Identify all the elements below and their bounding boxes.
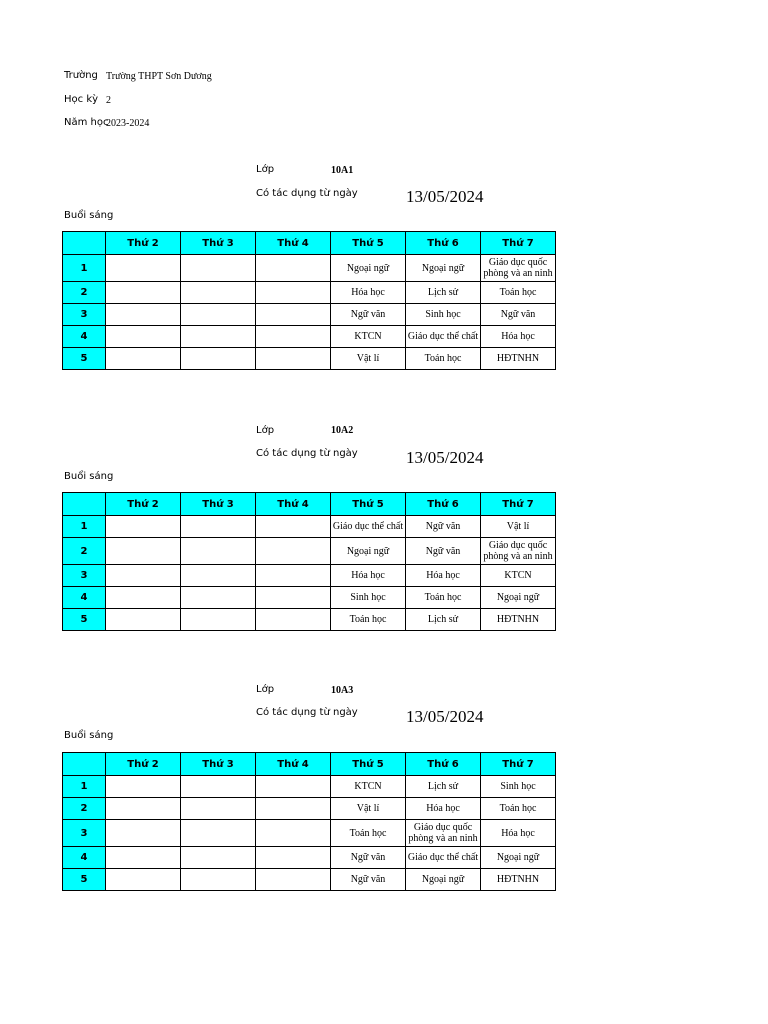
subject-cell: Sinh học	[406, 304, 481, 326]
subject-cell: Ngữ văn	[481, 304, 556, 326]
class-label: Lớp	[256, 684, 275, 695]
day-header: Thứ 7	[481, 232, 556, 255]
subject-cell: Hóa học	[331, 282, 406, 304]
subject-cell	[106, 348, 181, 370]
subject-cell	[256, 565, 331, 587]
header-row	[63, 753, 556, 776]
subject-cell: Ngữ văn	[406, 538, 481, 565]
subject-cell	[181, 847, 256, 869]
subject-cell: Toán học	[406, 348, 481, 370]
subject-cell: KTCN	[331, 776, 406, 798]
school-value: Trường THPT Sơn Dương	[106, 71, 212, 82]
subject-cell	[181, 348, 256, 370]
period-number: 2	[63, 282, 106, 304]
subject-cell	[181, 565, 256, 587]
subject-cell: Ngoại ngữ	[331, 255, 406, 282]
subject-cell: Giáo dục thể chất	[406, 326, 481, 348]
day-header: Thứ 6	[406, 493, 481, 516]
semester-label: Học kỳ	[64, 94, 99, 105]
subject-cell: Ngoại ngữ	[406, 255, 481, 282]
corner-cell	[63, 753, 106, 776]
day-header: Thứ 6	[406, 753, 481, 776]
subject-cell: Ngữ văn	[406, 516, 481, 538]
effective-date: 13/05/2024	[406, 707, 484, 726]
header-row	[63, 232, 556, 255]
period-number: 4	[63, 587, 106, 609]
subject-cell: Vật lí	[331, 348, 406, 370]
subject-cell	[256, 847, 331, 869]
table-row	[63, 847, 556, 869]
subject-cell	[181, 282, 256, 304]
period-number: 3	[63, 304, 106, 326]
session-label: Buổi sáng	[64, 210, 114, 221]
subject-cell: Giáo dục quốc phòng và an ninh	[481, 538, 556, 565]
day-header: Thứ 2	[106, 232, 181, 255]
period-number: 3	[63, 565, 106, 587]
day-header: Thứ 3	[181, 232, 256, 255]
timetable	[62, 492, 556, 631]
subject-cell	[106, 798, 181, 820]
table-row	[63, 304, 556, 326]
subject-cell	[106, 326, 181, 348]
class-name: 10A2	[331, 425, 354, 436]
subject-cell: Lịch sử	[406, 282, 481, 304]
period-number: 5	[63, 869, 106, 891]
table-row	[63, 282, 556, 304]
subject-cell: HĐTNHN	[481, 869, 556, 891]
subject-cell: Ngoại ngữ	[331, 538, 406, 565]
table-row	[63, 776, 556, 798]
day-header: Thứ 5	[331, 753, 406, 776]
subject-cell: Ngữ văn	[331, 304, 406, 326]
effective-date: 13/05/2024	[406, 187, 484, 206]
subject-cell	[256, 609, 331, 631]
subject-cell	[256, 798, 331, 820]
subject-cell	[106, 255, 181, 282]
subject-cell	[106, 820, 181, 847]
period-number: 4	[63, 326, 106, 348]
day-header: Thứ 4	[256, 232, 331, 255]
day-header: Thứ 7	[481, 493, 556, 516]
subject-cell: Hóa học	[406, 565, 481, 587]
subject-cell: Lịch sử	[406, 776, 481, 798]
year-label: Năm học	[64, 117, 109, 128]
table-row	[63, 820, 556, 847]
subject-cell	[181, 776, 256, 798]
day-header: Thứ 2	[106, 493, 181, 516]
class-label: Lớp	[256, 164, 275, 175]
table-row	[63, 869, 556, 891]
effective-label: Có tác dụng từ ngày	[256, 188, 358, 199]
period-number: 3	[63, 820, 106, 847]
subject-cell	[181, 304, 256, 326]
subject-cell	[256, 282, 331, 304]
subject-cell: Ngữ văn	[331, 869, 406, 891]
period-number: 1	[63, 776, 106, 798]
subject-cell: Lịch sử	[406, 609, 481, 631]
subject-cell	[181, 798, 256, 820]
day-header: Thứ 7	[481, 753, 556, 776]
year-value: 2023-2024	[106, 118, 150, 129]
day-header: Thứ 4	[256, 753, 331, 776]
subject-cell: HĐTNHN	[481, 609, 556, 631]
subject-cell	[181, 609, 256, 631]
corner-cell	[63, 232, 106, 255]
subject-cell	[181, 326, 256, 348]
header-row	[63, 493, 556, 516]
table-row	[63, 516, 556, 538]
subject-cell: Ngoại ngữ	[481, 847, 556, 869]
subject-cell: HĐTNHN	[481, 348, 556, 370]
day-header: Thứ 6	[406, 232, 481, 255]
subject-cell: Toán học	[481, 282, 556, 304]
table-row	[63, 798, 556, 820]
subject-cell: Vật lí	[331, 798, 406, 820]
period-number: 2	[63, 538, 106, 565]
subject-cell	[106, 304, 181, 326]
subject-cell	[181, 869, 256, 891]
table-row	[63, 326, 556, 348]
session-label: Buổi sáng	[64, 730, 114, 741]
subject-cell	[256, 820, 331, 847]
period-number: 2	[63, 798, 106, 820]
session-label: Buổi sáng	[64, 471, 114, 482]
subject-cell	[256, 348, 331, 370]
period-number: 1	[63, 255, 106, 282]
subject-cell	[181, 538, 256, 565]
subject-cell: Hóa học	[481, 820, 556, 847]
subject-cell	[106, 565, 181, 587]
subject-cell	[106, 869, 181, 891]
school-label: Trường	[64, 70, 98, 81]
subject-cell	[106, 282, 181, 304]
subject-cell: Hóa học	[481, 326, 556, 348]
table-row	[63, 587, 556, 609]
class-name: 10A1	[331, 165, 354, 176]
period-number: 5	[63, 609, 106, 631]
subject-cell: Hóa học	[331, 565, 406, 587]
class-label: Lớp	[256, 425, 275, 436]
subject-cell	[181, 820, 256, 847]
effective-label: Có tác dụng từ ngày	[256, 448, 358, 459]
subject-cell	[256, 776, 331, 798]
period-number: 5	[63, 348, 106, 370]
subject-cell: KTCN	[331, 326, 406, 348]
subject-cell	[256, 538, 331, 565]
subject-cell	[256, 304, 331, 326]
timetable	[62, 231, 556, 370]
subject-cell: Toán học	[406, 587, 481, 609]
day-header: Thứ 3	[181, 753, 256, 776]
day-header: Thứ 5	[331, 493, 406, 516]
table-row	[63, 565, 556, 587]
subject-cell: Vật lí	[481, 516, 556, 538]
subject-cell	[106, 587, 181, 609]
subject-cell	[106, 516, 181, 538]
subject-cell	[256, 869, 331, 891]
subject-cell: Giáo dục thể chất	[406, 847, 481, 869]
subject-cell: Ngữ văn	[331, 847, 406, 869]
subject-cell	[106, 609, 181, 631]
effective-date: 13/05/2024	[406, 448, 484, 467]
subject-cell	[106, 847, 181, 869]
subject-cell: Toán học	[331, 609, 406, 631]
semester-value: 2	[106, 95, 111, 106]
corner-cell	[63, 493, 106, 516]
table-row	[63, 348, 556, 370]
subject-cell: KTCN	[481, 565, 556, 587]
subject-cell	[256, 516, 331, 538]
table-row	[63, 609, 556, 631]
day-header: Thứ 5	[331, 232, 406, 255]
subject-cell	[256, 587, 331, 609]
subject-cell	[106, 776, 181, 798]
subject-cell: Giáo dục thể chất	[331, 516, 406, 538]
subject-cell	[181, 255, 256, 282]
subject-cell	[181, 516, 256, 538]
subject-cell	[106, 538, 181, 565]
subject-cell: Toán học	[331, 820, 406, 847]
day-header: Thứ 3	[181, 493, 256, 516]
timetable	[62, 752, 556, 891]
table-row	[63, 538, 556, 565]
subject-cell: Toán học	[481, 798, 556, 820]
subject-cell: Giáo dục quốc phòng và an ninh	[481, 255, 556, 282]
subject-cell	[256, 326, 331, 348]
subject-cell: Sinh học	[481, 776, 556, 798]
subject-cell	[181, 587, 256, 609]
period-number: 1	[63, 516, 106, 538]
subject-cell	[256, 255, 331, 282]
table-row	[63, 255, 556, 282]
class-name: 10A3	[331, 685, 354, 696]
period-number: 4	[63, 847, 106, 869]
subject-cell: Sinh học	[331, 587, 406, 609]
day-header: Thứ 2	[106, 753, 181, 776]
subject-cell: Hóa học	[406, 798, 481, 820]
subject-cell: Ngoại ngữ	[406, 869, 481, 891]
effective-label: Có tác dụng từ ngày	[256, 707, 358, 718]
day-header: Thứ 4	[256, 493, 331, 516]
subject-cell: Ngoại ngữ	[481, 587, 556, 609]
subject-cell: Giáo dục quốc phòng và an ninh	[406, 820, 481, 847]
